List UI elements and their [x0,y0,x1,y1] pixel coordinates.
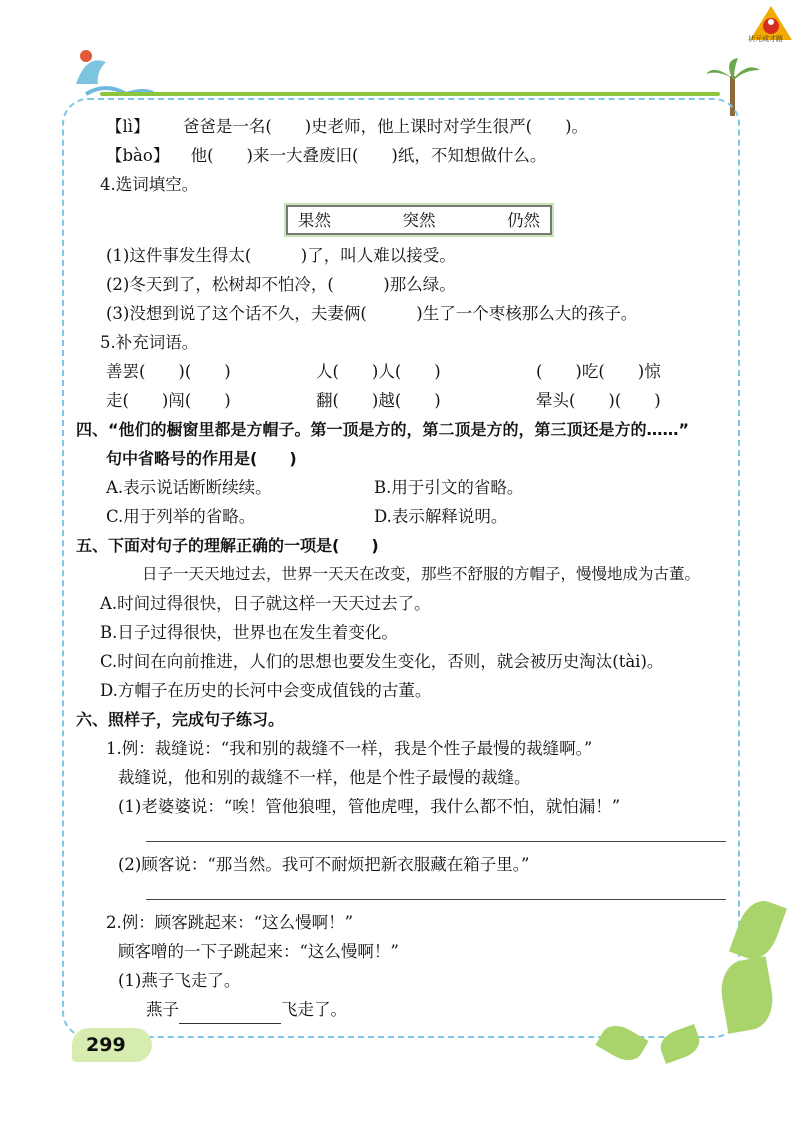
option-a: A.时间过得很快，日子就这样一天天过去了。 [100,594,431,613]
q5-row [100,357,740,386]
idiom-blank: ( )吃( )惊 [536,362,661,381]
example-2-answer: 顾客噌的一下子跳起来：“这么慢啊！” [118,942,399,961]
option-c: C.用于列举的省略。 [106,507,256,526]
part5-title: 五、下面对句子的理解正确的一项是( ) [76,536,379,555]
idiom-blank: 晕头( )( ) [536,391,661,410]
option-b: B.日子过得很快，世界也在发生着变化。 [100,623,398,642]
answer-line[interactable] [146,821,726,842]
example-1: 1.例：裁缝说：“我和别的裁缝不一样，我是个性子最慢的裁缝啊。” [106,739,593,758]
option-b: B.用于引文的省略。 [374,478,524,497]
option-d: D.表示解释说明。 [374,507,508,526]
exercise-1-1: (1)老婆婆说：“唉！管他狼哩，管他虎哩，我什么都不怕，就怕漏！” [118,797,621,816]
q4-item: (3)没想到说了这个话不久，夫妻俩( )生了一个枣核那么大的孩子。 [106,304,638,323]
q4-item: (2)冬天到了，松树却不怕冷，( )那么绿。 [106,275,456,294]
part4-options [100,502,740,531]
fill-prefix: 燕子 [146,1000,179,1019]
pinyin-li: 【lì】 [106,117,150,136]
part4-title: 四、“他们的橱窗里都是方帽子。第一顶是方的，第二顶是方的，第三顶还是方的……” [76,420,690,439]
brand-logo-text: 状元成才路 [748,35,783,43]
part4-subtitle: 句中省略号的作用是( ) [106,449,297,468]
part6-title: 六、照样子，完成句子练习。 [76,710,285,729]
idiom-blank: 翻( )越( ) [316,391,441,410]
example-1-answer: 裁缝说，他和别的裁缝不一样，他是个性子最慢的裁缝。 [118,768,531,787]
q5-title: 5.补充词语。 [100,333,199,352]
li-row [100,112,740,141]
option-a: A.表示说话断断续续。 [106,478,272,497]
q5-row [100,386,740,415]
idiom-blank: 走( )闯( ) [106,391,231,410]
part5-quote: 日子一天天地过去，世界一天天在改变，那些不舒服的方帽子，慢慢地成为古董。 [142,565,701,583]
idiom-blank: 人( )人( ) [316,362,441,381]
answer-line[interactable] [146,879,726,900]
worksheet-content [76,112,740,1024]
header-rule [100,92,720,96]
word-option: 果然 [298,210,331,230]
li-sentence: 爸爸是一名( )史老师，他上课时对学生很严( )。 [182,117,589,136]
q4-title: 4.选词填空。 [100,175,199,194]
pinyin-bao: 【bào】 [106,146,170,165]
exercise-2-1-fill [100,995,740,1024]
exercise-2-1: (1)燕子飞走了。 [118,971,241,990]
option-c: C.时间在向前推进，人们的思想也要发生变化，否则，就会被历史淘汰(tài)。 [100,652,664,671]
exercise-1-2: (2)顾客说：“那当然。我可不耐烦把新衣服藏在箱子里。” [118,855,530,874]
page-number: 299 [72,1028,152,1062]
idiom-blank: 善罢( )( ) [106,362,231,381]
word-option: 突然 [402,210,436,230]
part4-options [100,473,740,502]
word-option: 仍然 [507,210,540,230]
fill-blank[interactable] [179,1005,281,1024]
bao-row [100,141,740,170]
q4-item: (1)这件事发生得太( )了，叫人难以接受。 [106,246,456,265]
word-choice-box [286,205,552,235]
fill-suffix: 飞走了。 [281,1000,347,1019]
bao-sentence: 他( )来一大叠废旧( )纸，不知想做什么。 [190,146,547,165]
option-d: D.方帽子在历史的长河中会变成值钱的古董。 [100,681,432,700]
example-2: 2.例：顾客跳起来：“这么慢啊！” [106,913,354,932]
